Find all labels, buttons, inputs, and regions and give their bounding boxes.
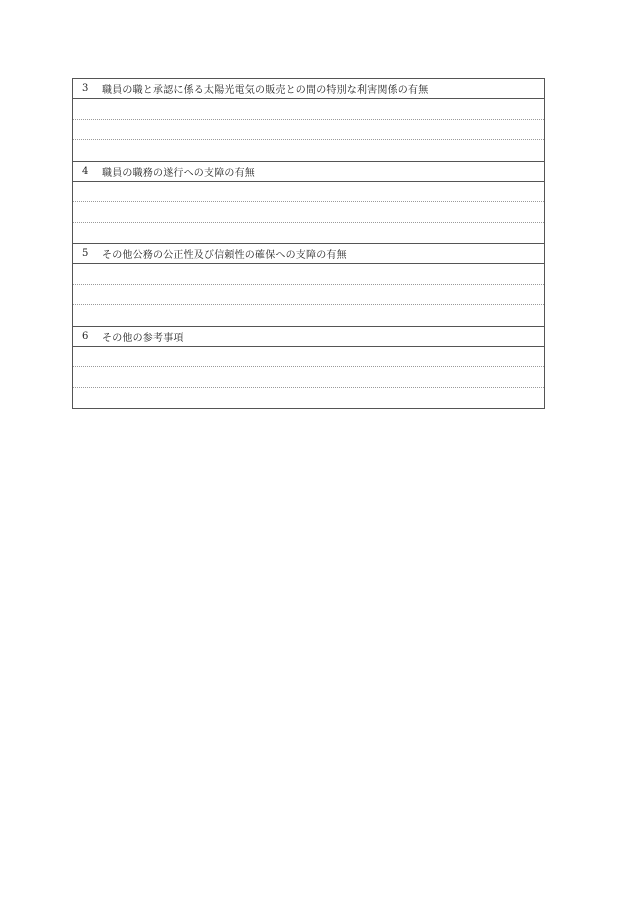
section-title: 職員の職と承認に係る太陽光電気の販売との間の特別な利害関係の有無 <box>102 85 429 96</box>
section-header <box>73 162 544 182</box>
answer-line[interactable] <box>73 182 544 203</box>
answer-line[interactable] <box>73 264 544 285</box>
section-number: 4 <box>82 165 89 177</box>
answer-line[interactable] <box>73 388 544 409</box>
section-number: 5 <box>82 248 89 259</box>
section-header <box>73 79 544 99</box>
answer-line[interactable] <box>73 285 544 306</box>
section-number: 3 <box>82 83 89 94</box>
answer-line[interactable] <box>73 99 544 120</box>
section-header <box>73 244 544 264</box>
section-4 <box>73 161 544 244</box>
answer-line[interactable] <box>73 367 544 388</box>
section-5 <box>73 243 544 326</box>
answer-line[interactable] <box>73 223 544 244</box>
section-title: その他公務の公正性及び信頼性の確保への支障の有無 <box>102 250 347 261</box>
answer-line[interactable] <box>73 140 544 161</box>
section-title: 職員の職務の遂行への支障の有無 <box>102 167 255 179</box>
answer-line[interactable] <box>73 120 544 141</box>
answer-line[interactable] <box>73 347 544 368</box>
section-title: その他の参考事項 <box>102 332 184 344</box>
answer-line[interactable] <box>73 202 544 223</box>
answer-line[interactable] <box>73 305 544 326</box>
disclosure-form-table <box>72 78 545 409</box>
section-6 <box>73 326 544 409</box>
section-3 <box>73 79 544 161</box>
section-header <box>73 327 544 347</box>
section-number: 6 <box>82 330 89 342</box>
